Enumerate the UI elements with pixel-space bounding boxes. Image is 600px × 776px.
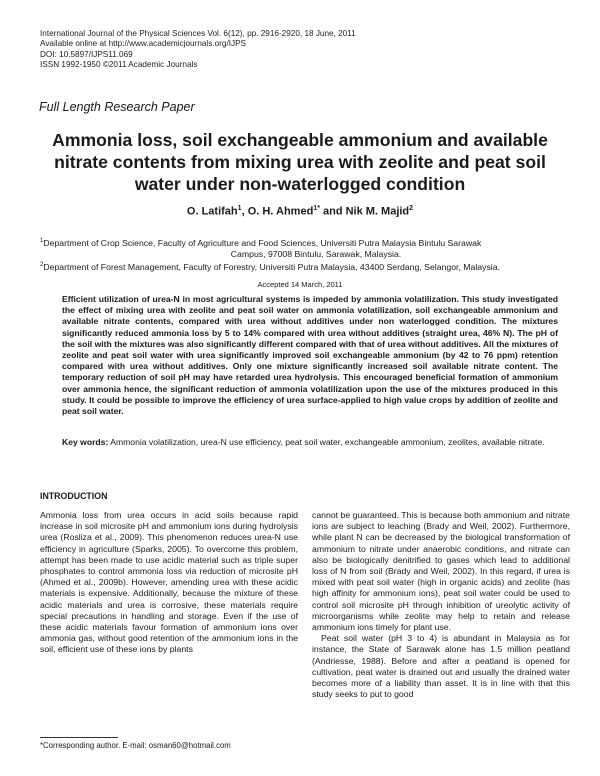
footnote-divider bbox=[40, 737, 118, 738]
paragraph: Ammonia loss from urea occurs in acid soils because rapid increase in soil microsite pH and ammonium ions during hydrolysis urea (Rosliza et al., 2009). This phenomenon reduces urea-N use efficiency in agriculture (Sparks, 2005). To overcome this problem, attempt has been made to use acidic material such as triple super phosphates to control ammonia loss via reduction of microsite pH (Ahmed et al., 2009b). However, amending urea with these acidic materials is expensive. Additionally, because the mixture of these acidic materials and urea is corrosive, these materials require special precautions in handling and storage. Even if the use of these acidic materials favour formation of ammonium ions over ammonia gas, without good retention of the ammonium ions in the soil, efficient use of these ions by plants bbox=[40, 510, 298, 655]
keywords bbox=[62, 437, 558, 448]
author-name: O. Latifah bbox=[186, 205, 238, 218]
abstract: Efficient utilization of urea-N in most agricultural systems is impeded by ammonia volatilization. This study investigated the effect of mixing urea with zeolite and peat soil water on ammonia volatilization, soil exchangeable ammonium and available nitrate contents, compared with urea without additives under non waterlogged condition. The mixtures significantly reduced ammonia loss by 5 to 14% compared with urea without additives (straight urea, 46% N). The pH of the soil with the mixtures was also significantly different compared with that of urea without additives. All the mixtures of zeolite and peat soil water with urea significantly improved soil exchangeable ammonium (by 42 to 76 ppm) retention compared with urea without additives. Only one mixture significantly increased soil available nitrate content. The temporary reduction of soil pH may have retarded urea hydrolysis. This encouraged beneficial formation of ammonium over ammonia hence, the significant reduction of ammonia volatilization upon the use of the mixtures produced in this study. It could be possible to improve the efficiency of urea surface-applied to high value crops by addition of zeolite and peat soil water. bbox=[62, 294, 558, 417]
journal-issn: ISSN 1992-1950 ©2011 Academic Journals bbox=[40, 60, 198, 70]
author-affiliation-mark: 2 bbox=[409, 205, 414, 212]
right-column bbox=[312, 510, 570, 700]
journal-url: Available online at http://www.academicjournals.org/IJPS bbox=[40, 39, 247, 49]
journal-info bbox=[40, 29, 356, 71]
accepted-date: Accepted 14 March, 2011 bbox=[257, 280, 343, 289]
affiliations bbox=[40, 236, 580, 273]
paragraph: cannot be guaranteed. This is because both ammonium and nitrate ions are subject to leaching (Brady and Weil, 2002). Furthermore, while plant N can be decreased by the biological transformation of ammonium to nitrate under anaerobic conditions, and nitrate can also be biologically denitrified to gases which lead to additional loss of N from soil (Brady and Weil, 2002). In this regard, if urea is mixed with peat soil water (high in organic acids) and zeolite (has high affinity for ammonium ions), peat soil water could be used to control soil microsite pH through inhibition of ureolytic activity of microorganisms while zeolite may help to retain and release ammonium ions timely for plant use. bbox=[312, 510, 570, 633]
keywords-label: Key words: bbox=[62, 437, 109, 447]
affiliation-mark: 1 bbox=[40, 238, 44, 244]
keywords-text: Ammonia volatilization, urea-N use efficiency, peat soil water, exchangeable ammonium, zeolites, available nitrate. bbox=[110, 437, 545, 447]
journal-citation: International Journal of the Physical Sciences Vol. 6(12), pp. 2916-2920, 18 June, 2011 bbox=[40, 29, 356, 38]
author-list bbox=[40, 205, 560, 218]
author-separator: , bbox=[241, 205, 248, 218]
paper-type: Full Length Research Paper bbox=[39, 100, 195, 114]
affiliation-2 bbox=[40, 260, 580, 273]
footnote: *Corresponding author. E-mail: osman60@hotmail.com bbox=[40, 741, 231, 750]
author-separator: and bbox=[319, 205, 346, 218]
journal-doi: DOI: 10.5897/IJPS11.069 bbox=[40, 49, 133, 59]
author-affiliation-mark: 1* bbox=[313, 205, 320, 212]
author-affiliation-mark: 1 bbox=[237, 205, 242, 212]
section-heading: INTRODUCTION bbox=[40, 491, 108, 501]
paper-title: Ammonia loss, soil exchangeable ammonium and available nitrate contents from mixing urea with zeolite and peat soil water under non-waterlogged condition bbox=[52, 130, 548, 194]
affiliation-mark: 2 bbox=[40, 262, 44, 269]
affiliation-1 bbox=[40, 236, 580, 260]
author-name: Nik M. Majid bbox=[345, 205, 410, 218]
affiliation-text-cont: Campus, 97008 Bintulu, Sarawak, Malaysia. bbox=[230, 249, 402, 260]
paragraph: Peat soil water (pH 3 to 4) is abundant in Malaysia as for instance, the State of Sarawak alone has 1.5 million peatland (Andriesse, 1988). Before and after a peatland is opened for cultivation, peat water is drained out and usually the drained water becomes more of a liability than asset. It is in line with that this study seeks to put to good bbox=[312, 633, 570, 700]
affiliation-text: Department of Forest Management, Faculty of Forestry, Universiti Putra Malaysia, 43400 Serdang, Selangor, Malaysia. bbox=[43, 262, 500, 273]
author-name: O. H. Ahmed bbox=[247, 205, 314, 218]
left-column bbox=[40, 510, 298, 656]
affiliation-text: Department of Crop Science, Faculty of Agriculture and Food Sciences, Universiti Putra Malaysia Bintulu Sarawak bbox=[43, 237, 482, 248]
